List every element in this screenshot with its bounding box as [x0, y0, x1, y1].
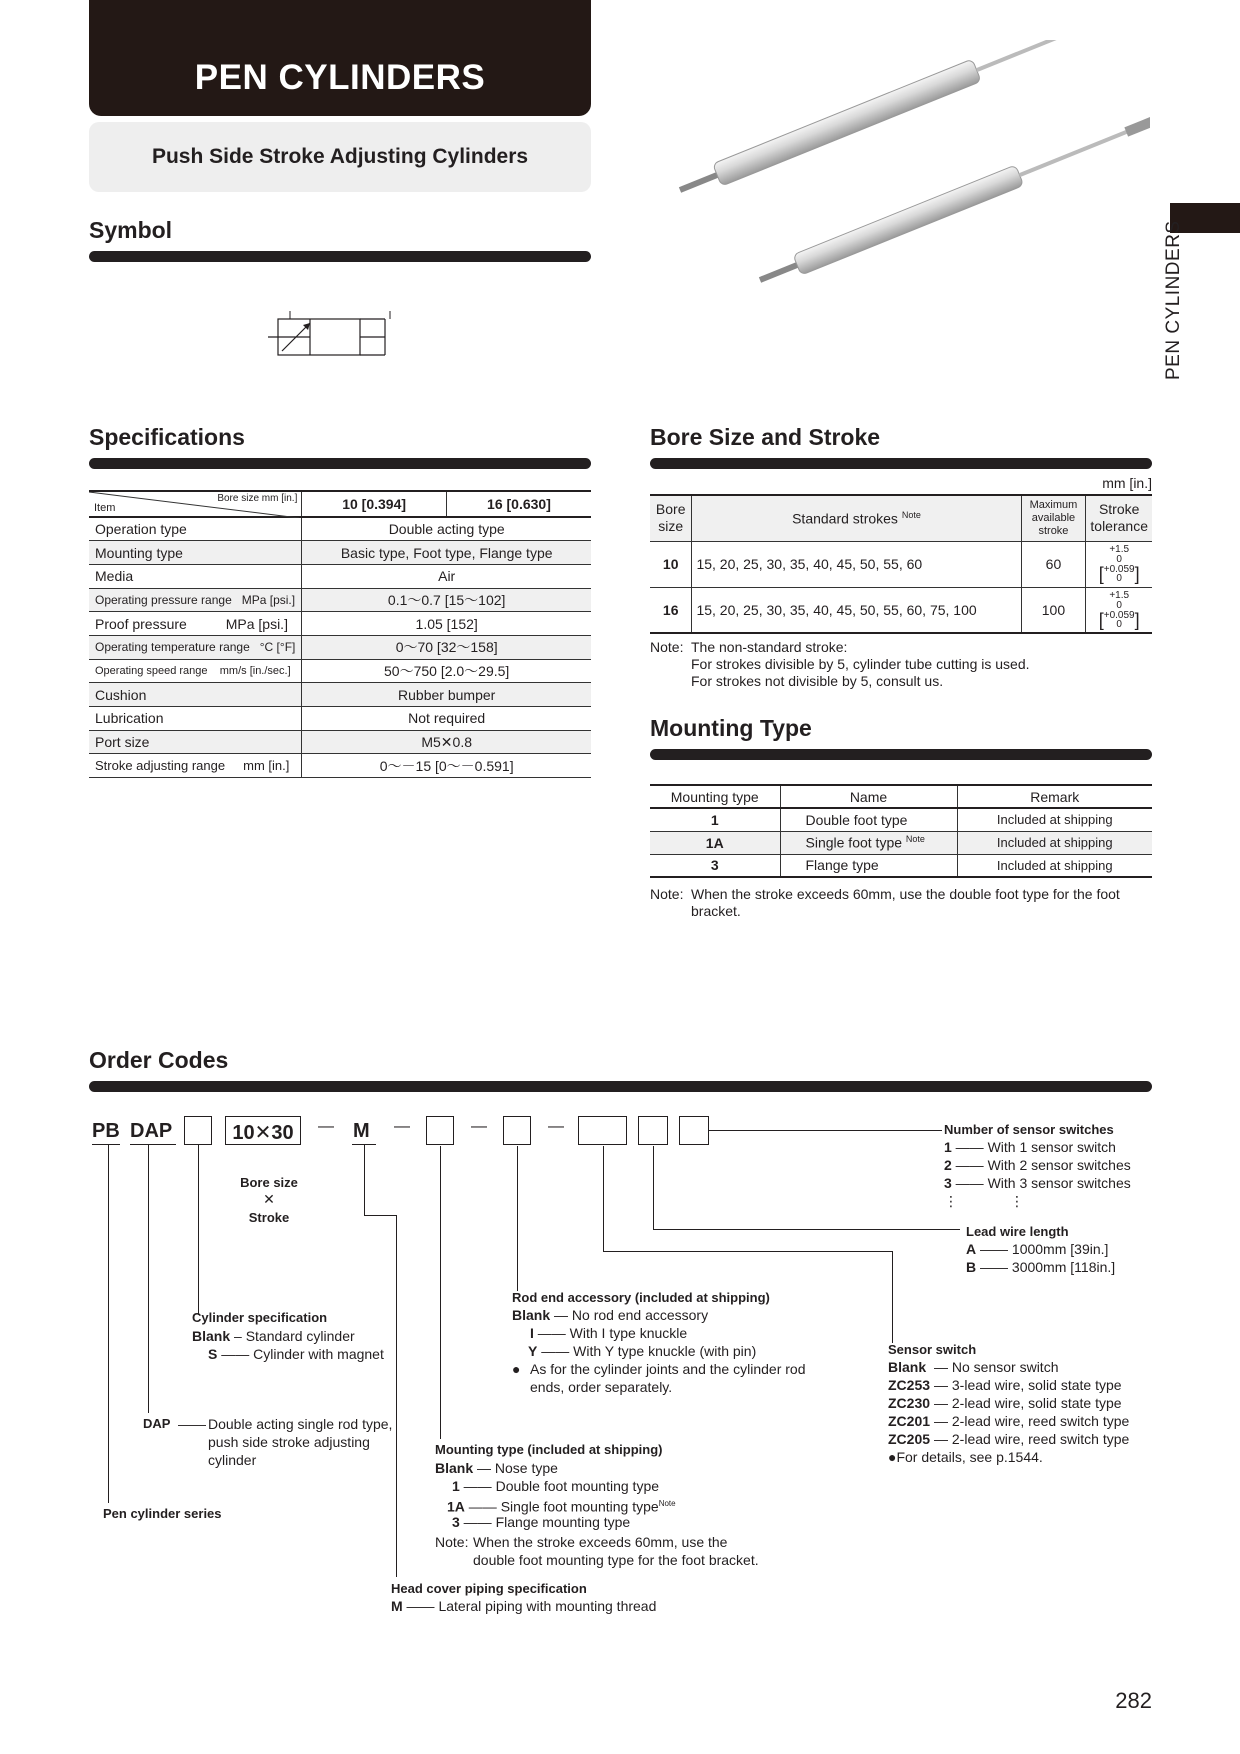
- row-label: Proof pressure MPa [psi.]: [89, 612, 302, 636]
- table-row: [89, 564, 591, 588]
- mount-remark: Included at shipping: [957, 854, 1152, 877]
- series-label: Pen cylinder series: [103, 1506, 222, 1521]
- table-row: [89, 517, 591, 541]
- code-box-cyl-spec: [184, 1116, 212, 1145]
- list-item: A —— 1000mm [39in.]: [966, 1241, 1109, 1257]
- header-bore-size: Bore size mm [in.]: [217, 493, 298, 504]
- list-item: Y —— With Y type knuckle (with pin): [528, 1343, 757, 1359]
- symbol-title: Symbol: [89, 217, 173, 243]
- code-m: M: [353, 1120, 370, 1142]
- mount-code: 1A: [650, 831, 780, 854]
- table-row: [89, 588, 591, 612]
- row-value: Not required: [302, 707, 591, 731]
- code-dash: —: [471, 1118, 487, 1135]
- unit-label: mm [in.]: [1102, 475, 1152, 491]
- code-box-mounting: [426, 1116, 454, 1145]
- side-tab-label: PEN CYLINDERS: [1163, 220, 1184, 380]
- code-dash: —: [548, 1118, 564, 1135]
- header-max-stroke: Maximum available stroke: [1021, 495, 1086, 541]
- stroke-label: Stroke: [248, 1210, 290, 1225]
- code-box-sensor-num: [679, 1116, 709, 1145]
- dash-line: ——: [178, 1416, 206, 1432]
- leader-line: [653, 1146, 654, 1230]
- mount-name: Double foot type: [780, 808, 957, 831]
- list-item: ZC205 — 2-lead wire, reed switch type: [888, 1431, 1130, 1447]
- dap-desc: Double acting single rod type, push side stroke adjusting cylinder: [208, 1416, 393, 1468]
- strokes-value: 15, 20, 25, 30, 35, 40, 45, 50, 55, 60, 75, 100: [692, 587, 1021, 633]
- bore-note-line-3: For strokes not divisible by 5, consult us.: [691, 673, 944, 689]
- mounting-title: Mounting Type: [650, 715, 812, 741]
- table-row: [650, 831, 1152, 854]
- row-label: Cushion: [89, 683, 302, 707]
- bore-stroke-bar: [650, 458, 1152, 469]
- row-label: Operation type: [89, 517, 302, 541]
- code-box-lead-wire: [638, 1116, 668, 1145]
- leader-line: [364, 1215, 397, 1216]
- mount-name: Flange type: [780, 854, 957, 877]
- symbol-bar: [89, 251, 591, 262]
- list-item: ZC230 — 2-lead wire, solid state type: [888, 1395, 1122, 1411]
- list-item: Blank — No sensor switch: [888, 1359, 1059, 1375]
- bore-note-line-1: The non-standard stroke:: [691, 639, 848, 655]
- bore-stroke-title: Bore Size and Stroke: [650, 424, 881, 450]
- row-label: Port size: [89, 730, 302, 754]
- col-16: 16 [0.630]: [446, 491, 591, 517]
- row-label: Lubrication: [89, 707, 302, 731]
- cyl-spec-title: Cylinder specification: [192, 1310, 328, 1325]
- times-sign: ✕: [263, 1191, 275, 1207]
- leader-line: [603, 1146, 604, 1252]
- specifications-table: [89, 490, 591, 778]
- leader-line: [364, 1145, 365, 1215]
- leader-line: [396, 1215, 397, 1577]
- order-mounting-note-label: Note:: [435, 1534, 469, 1550]
- leader-line: [892, 1251, 893, 1343]
- header-tolerance: Stroke tolerance: [1086, 495, 1152, 541]
- header-item: Item: [94, 502, 116, 514]
- sensor-num-title: Number of sensor switches: [944, 1122, 1114, 1137]
- table-row: [650, 808, 1152, 831]
- table-row: [89, 683, 591, 707]
- row-value: 50～750 [2.0～29.5]: [302, 659, 591, 683]
- row-label: Operating speed range mm/s [in./sec.]: [89, 659, 302, 683]
- list-item: Blank – Standard cylinder: [192, 1328, 355, 1344]
- head-cover-title: Head cover piping specification: [391, 1581, 587, 1596]
- header-bore: Bore size: [650, 495, 692, 541]
- row-value: 0～－15 [0～－0.591]: [302, 754, 591, 778]
- dap-code: DAP: [143, 1416, 171, 1431]
- leader-line: [440, 1146, 441, 1439]
- table-row: [89, 635, 591, 659]
- table-row: [89, 754, 591, 778]
- row-value: 1.05 [152]: [302, 612, 591, 636]
- mount-name: Single foot type $^{Note}$: [780, 831, 957, 854]
- table-row: [650, 854, 1152, 877]
- sensor-switch-note: ●For details, see p.1544.: [888, 1449, 1043, 1465]
- table-row: [89, 541, 591, 565]
- mounting-note-text: When the stroke exceeds 60mm, use the double foot type for the foot bracket.: [691, 886, 1120, 919]
- strokes-value: 15, 20, 25, 30, 35, 40, 45, 50, 55, 60: [692, 541, 1021, 587]
- code-dash: —: [394, 1118, 410, 1135]
- row-value: Air: [302, 564, 591, 588]
- page-title: PEN CYLINDERS: [194, 58, 486, 97]
- list-item: 1 —— With 1 sensor switch: [944, 1139, 1116, 1155]
- row-value: 0～70 [32～158]: [302, 635, 591, 659]
- rod-end-note: As for the cylinder joints and the cylinder rod ends, order separately.: [530, 1361, 806, 1395]
- row-value: Rubber bumper: [302, 683, 591, 707]
- order-codes-bar: [89, 1081, 1152, 1092]
- code-box-sensor-switch: [578, 1116, 627, 1145]
- row-value: 0.1～0.7 [15～102]: [302, 588, 591, 612]
- table-header-row: [650, 495, 1152, 541]
- leader-line: [653, 1229, 960, 1230]
- bore-stroke-table: [650, 494, 1152, 634]
- table-header-row: [89, 491, 591, 517]
- list-item: ZC253 — 3-lead wire, solid state type: [888, 1377, 1122, 1393]
- mounting-table: [650, 784, 1152, 878]
- list-item: ZC201 — 2-lead wire, reed switch type: [888, 1413, 1130, 1429]
- table-row: [650, 587, 1152, 633]
- page-subtitle: Push Side Stroke Adjusting Cylinders: [151, 145, 529, 168]
- specifications-bar: [89, 458, 591, 469]
- col-10: 10 [0.394]: [302, 491, 447, 517]
- order-mounting-note: When the stroke exceeds 60mm, use the double foot mounting type for the foot bracket.: [473, 1534, 759, 1568]
- order-codes-title: Order Codes: [89, 1047, 229, 1073]
- bullet-icon: ●: [512, 1361, 521, 1377]
- product-image: [670, 40, 1150, 300]
- table-row: [89, 612, 591, 636]
- table-row: [650, 541, 1152, 587]
- table-row: [89, 659, 591, 683]
- row-label: Mounting type: [89, 541, 302, 565]
- code-pb: PB: [92, 1120, 120, 1142]
- row-label: Media: [89, 564, 302, 588]
- underline: [130, 1144, 176, 1145]
- header-diagonal-cell: [89, 491, 302, 517]
- mount-code: 3: [650, 854, 780, 877]
- mount-code: 1: [650, 808, 780, 831]
- table-header-row: [650, 785, 1152, 808]
- sensor-switch-title: Sensor switch: [888, 1342, 977, 1357]
- leader-line: [709, 1130, 942, 1131]
- max-value: 100: [1021, 587, 1086, 633]
- bore-value: 16: [650, 587, 692, 633]
- leader-line: [148, 1145, 149, 1413]
- list-item: 1A —— Single foot mounting type$^{Note}$: [447, 1498, 676, 1515]
- list-item: 3 —— Flange mounting type: [452, 1514, 631, 1530]
- list-item: 3 —— With 3 sensor switches: [944, 1175, 1131, 1191]
- row-label: Stroke adjusting range mm [in.]: [89, 754, 302, 778]
- row-value: Double acting type: [302, 517, 591, 541]
- specifications-title: Specifications: [89, 424, 245, 450]
- list-item: S —— Cylinder with magnet: [208, 1346, 384, 1362]
- table-row: [89, 707, 591, 731]
- list-item: Blank — No rod end accessory: [512, 1307, 709, 1323]
- page-number: 282: [1115, 1688, 1152, 1713]
- cylinder-symbol-icon: [260, 305, 410, 365]
- list-item: B —— 3000mm [118in.]: [966, 1259, 1116, 1275]
- header-mounting-type: Mounting type: [650, 785, 780, 808]
- max-value: 60: [1021, 541, 1086, 587]
- header-name: Name: [780, 785, 957, 808]
- row-value: M5✕0.8: [302, 730, 591, 754]
- tolerance-value: +1.5 0 [+0.059 0 ]: [1086, 541, 1152, 587]
- code-bore-stroke: 10✕30: [232, 1122, 294, 1144]
- bore-value: 10: [650, 541, 692, 587]
- ellipsis: ⋮: [944, 1193, 958, 1209]
- code-dap: DAP: [130, 1120, 173, 1142]
- bore-size-label: Bore size: [240, 1175, 298, 1190]
- list-item: I —— With I type knuckle: [530, 1325, 688, 1341]
- row-label: Operating temperature range °C [°F]: [89, 635, 302, 659]
- mounting-bar: [650, 749, 1152, 760]
- leader-line: [198, 1145, 199, 1315]
- leader-line: [603, 1251, 893, 1252]
- list-item: Blank — Nose type: [435, 1460, 558, 1476]
- mount-remark: Included at shipping: [957, 831, 1152, 854]
- tolerance-value: +1.5 0 [+0.059 0 ]: [1086, 587, 1152, 633]
- header-standard-strokes: Standard strokes $^{Note}$: [692, 495, 1021, 541]
- list-item: M —— Lateral piping with mounting thread: [391, 1598, 657, 1614]
- order-mounting-title: Mounting type (included at shipping): [435, 1442, 663, 1457]
- leader-line: [108, 1145, 109, 1503]
- header-remark: Remark: [957, 785, 1152, 808]
- mount-remark: Included at shipping: [957, 808, 1152, 831]
- row-label: Operating pressure range MPa [psi.]: [89, 588, 302, 612]
- underline: [92, 1144, 120, 1145]
- list-item: 1 —— Double foot mounting type: [452, 1478, 660, 1494]
- row-value: Basic type, Foot type, Flange type: [302, 541, 591, 565]
- leader-line: [517, 1146, 518, 1291]
- bore-note-line-2: For strokes divisible by 5, cylinder tube cutting is used.: [691, 656, 1030, 672]
- rod-end-title: Rod end accessory (included at shipping): [512, 1290, 770, 1305]
- code-box-rod-end: [503, 1116, 531, 1145]
- list-item: 2 —— With 2 sensor switches: [944, 1157, 1131, 1173]
- ellipsis: ⋮: [1010, 1193, 1024, 1209]
- table-row: [89, 730, 591, 754]
- bore-note-label: Note:: [650, 639, 684, 655]
- lead-wire-title: Lead wire length: [966, 1224, 1069, 1239]
- code-dash: —: [318, 1118, 334, 1135]
- mounting-note-label: Note:: [650, 886, 684, 902]
